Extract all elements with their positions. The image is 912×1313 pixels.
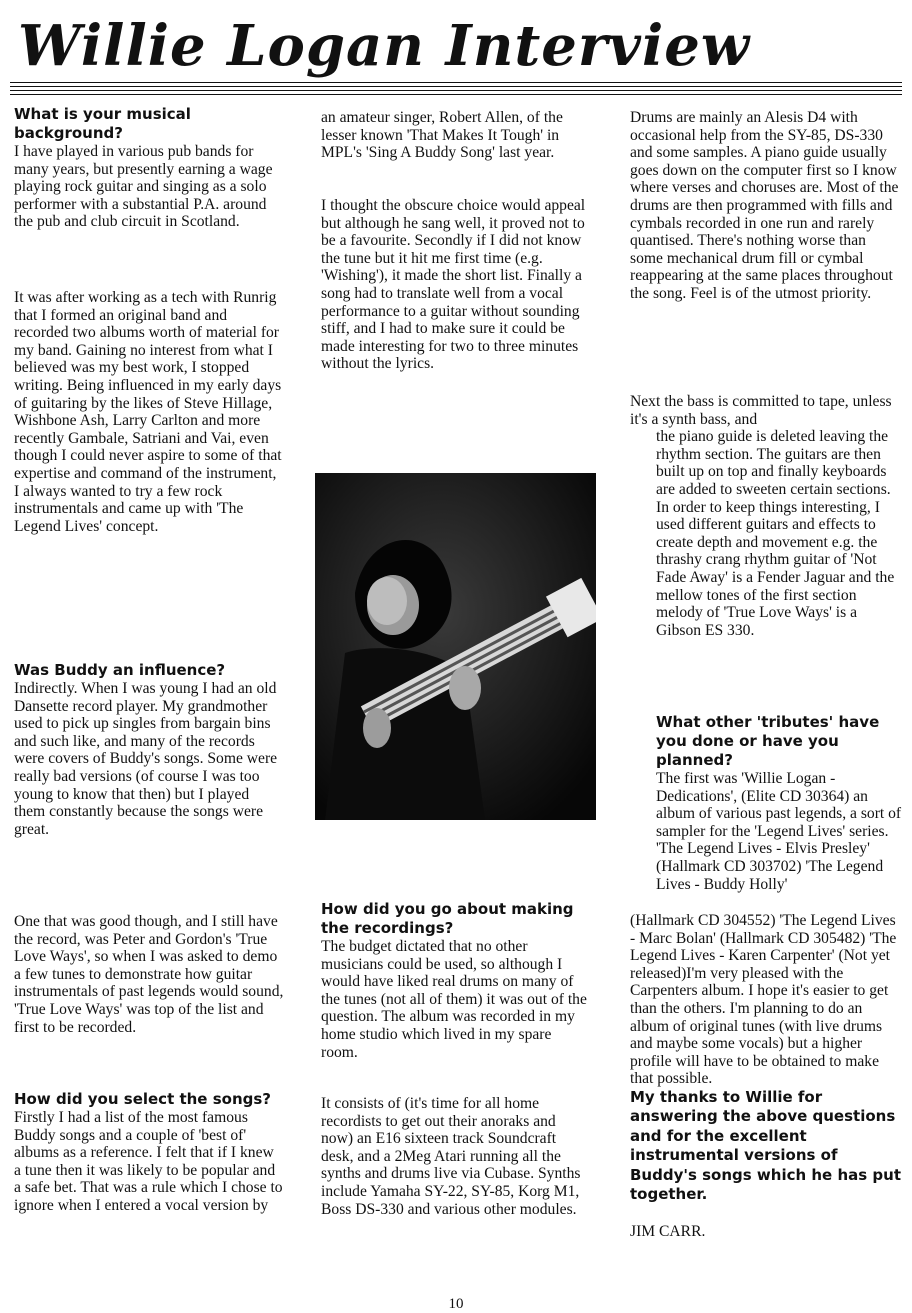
- answer-paragraph: One that was good though, and I still have the record, was Peter and Gordon's 'True Love Ways', so when I was asked to demo a few tunes to demonstrate how guitar instrumentals of past legends would sound, 'True Love Ways' was top of the list and first to be recorded.: [14, 913, 284, 1036]
- section-runrig: [14, 289, 284, 553]
- header-rule: [10, 90, 902, 91]
- author-name: JIM CARR.: [630, 1222, 706, 1240]
- answer-paragraph: (Hallmark CD 304552) 'The Legend Lives - Marc Bolan' (Hallmark CD 305482) 'The Legend Lives - Karen Carpenter' (Not yet released)I'm very pleased with the Carpenters album. I hope it's easier to get than the others. I'm planning to do an album of original tunes (with live drums and maybe some vocals) but a higher profile will have to be obtained to make that possible.: [630, 912, 897, 1088]
- section-influence: [14, 661, 284, 856]
- section-background: [14, 105, 284, 249]
- answer-paragraph: Next the bass is committed to tape, unless it's a synth bass, and: [630, 393, 892, 428]
- answer-paragraph: the piano guide is deleted leaving the rhythm section. The guitars are then built up on top and finally keyboards are added to sweeten certain sections. In order to keep things interesting, I used different guitars and effects to create depth and movement e.g. the thrashy crang rhythm guitar of 'Not Fade Away' is a Fender Jaguar and the mellow tones of the first section melody of 'True Love Ways' is a Gibson ES 330.: [656, 428, 895, 639]
- page-title: Willie Logan Interview: [18, 13, 751, 79]
- header-rule: [10, 86, 902, 87]
- section-truelove: [14, 913, 284, 1054]
- answer-paragraph: I have played in various pub bands for many years, but presently earning a wage playing rock guitar and singing as a solo performer with a substantial P.A. around the pub and club circuit in Scotland.: [14, 143, 273, 231]
- question-heading: How did you select the songs?: [14, 1090, 271, 1108]
- guitarist-photo-icon: [315, 473, 596, 820]
- section-recordings: [321, 900, 591, 1079]
- question-heading: What other 'tributes' have you done or have you planned?: [656, 713, 880, 769]
- answer-paragraph: It consists of (it's time for all home recordists to get out their anoraks and now) an E16 sixteen track Soundcraft desk, and a 2Meg Atari running all the synths and drums live via Cubase. Synths include Yamaha SY-22, SY-85, Korg M1, Boss DS-330 and various other modules.: [321, 1095, 581, 1218]
- section-select: [14, 1090, 284, 1232]
- answer-paragraph: an amateur singer, Robert Allen, of the lesser known 'That Makes It Tough' in MPL's 'Sing A Buddy Song' last year.: [321, 109, 563, 162]
- answer-paragraph: The first was 'Willie Logan - Dedications', (Elite CD 30364) an album of various past legends, a sort of sampler for the 'Legend Lives' series. 'The Legend Lives - Elvis Presley' (Hallmark CD 303702) 'The Legend Lives - Buddy Holly': [656, 770, 902, 893]
- answer-paragraph: I thought the obscure choice would appeal but although he sang well, it proved not to be a favourite. Secondly if I did not know the tune but it hit me first time (e.g. 'Wishing'), it made the short list. Finally a song had to translate well from a vocal performance to a guitar without sounding stiff, and I had to make sure it could be made interesting for two to three minutes without the lyrics.: [321, 197, 586, 373]
- answer-paragraph: It was after working as a tech with Runrig that I formed an original band and recorded two albums worth of material for my band. Gaining no interest from what I believed was my best work, I stopped writing. Being influenced in my early days of guitaring by the likes of Steve Hillage, Wishbone Ash, Larry Carlton and more recently Gambale, Satriani and Vai, even though I could never aspire to some of that expertise and command of the instrument, I always wanted to try a few rock instrumentals and came up with 'The Legend Lives' concept.: [14, 289, 282, 535]
- answer-paragraph: Indirectly. When I was young I had an old Dansette record player. My grandmother used to pick up singles from bargain bins and such like, and many of the records were covers of Buddy's songs. Some were really bad versions (of course I was too young to know that then) but I played them constantly because the songs were great.: [14, 680, 278, 838]
- header-rule: [10, 82, 902, 83]
- question-heading: How did you go about making the recordings?: [321, 900, 574, 937]
- section-tributes-rest: [630, 912, 902, 1240]
- section-consists: [321, 1095, 591, 1236]
- answer-paragraph: Drums are mainly an Alesis D4 with occasional help from the SY-85, DS-330 and some samples. A piano guide usually goes down on the computer first so I know where verses and choruses are. Most of the drums are then programmed with fills and cymbals recorded in one run and rarely quantised. There's nothing worse than some mechanical drum fill or cymbal reappearing at the same places throughout the song. Feel is of the utmost priority.: [630, 109, 899, 302]
- section-drums: [630, 109, 902, 320]
- answer-paragraph: Firstly I had a list of the most famous Buddy songs and a couple of 'best of' albums as a reference. I felt that if I knew a tune then it was likely to be popular and a safe bet. That was a rule which I chose to ignore when I entered a vocal version by: [14, 1109, 283, 1214]
- section-cont: [321, 109, 591, 179]
- answer-paragraph: The budget dictated that no other musicians could be used, so although I would have liked real drums on many of the tunes (not all of them) it was out of the question. The album was recorded in my home studio which lived in my spare room.: [321, 938, 587, 1061]
- question-heading: What is your musical background?: [14, 105, 191, 142]
- guitarist-photo: [315, 473, 596, 820]
- header-rule: [10, 94, 902, 95]
- question-heading: Was Buddy an influence?: [14, 661, 226, 679]
- page-number: 10: [448, 1296, 464, 1312]
- closing-thanks: My thanks to Willie for answering the above questions and for the excellent instrumental versions of Buddy's songs which he has put together.: [630, 1087, 901, 1204]
- section-obscure: [321, 197, 591, 391]
- section-bass: [630, 393, 902, 657]
- section-tributes: [630, 713, 902, 893]
